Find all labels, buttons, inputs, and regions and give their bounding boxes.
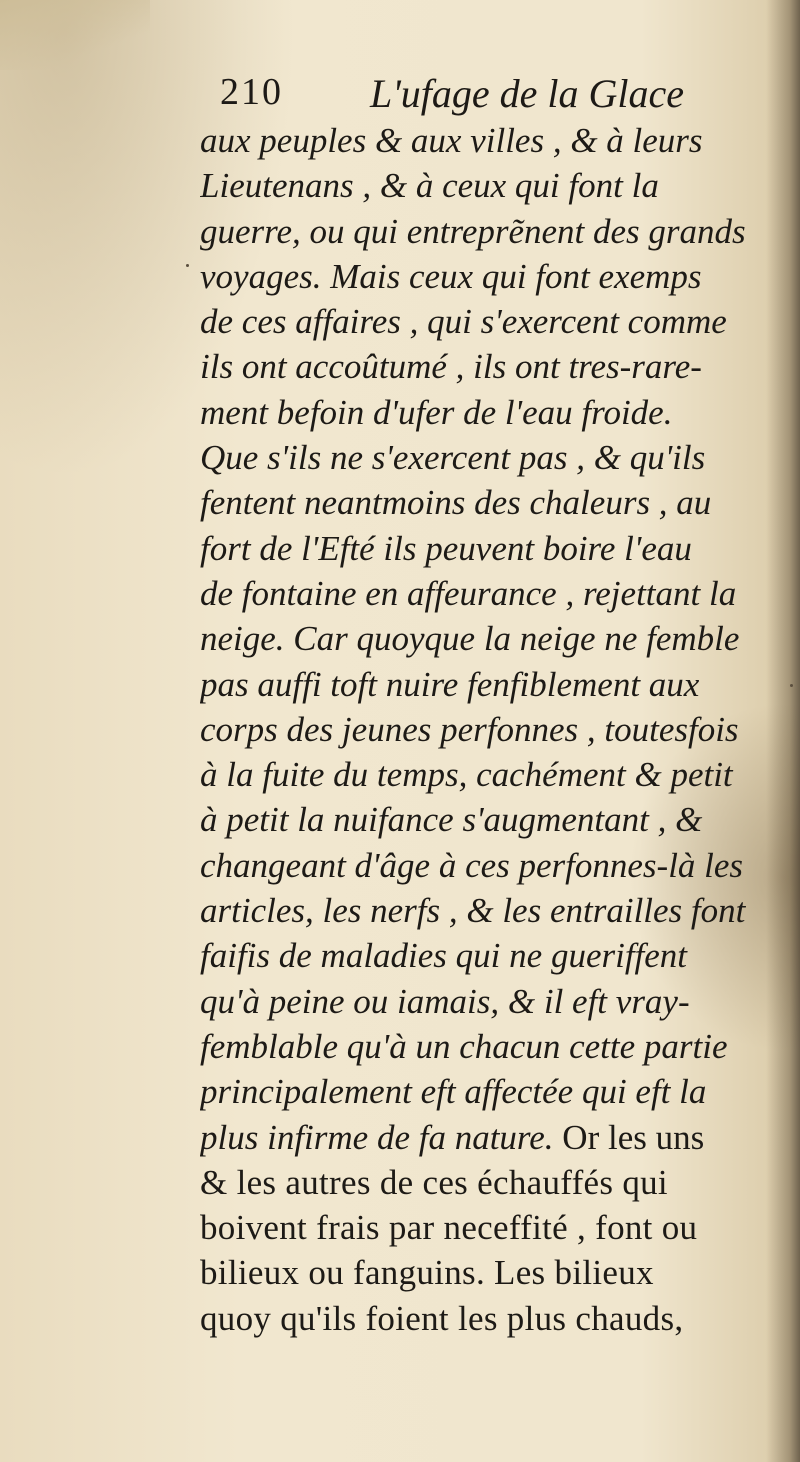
text-line: à la fuite du temps, cachément & petit	[200, 755, 733, 795]
text-line: de fontaine en affeurance , rejettant la	[200, 573, 737, 613]
worn-corner	[0, 0, 150, 70]
text-line: à petit la nuifance s'augmentant , &	[200, 800, 703, 840]
text-line-mixed	[200, 1115, 780, 1160]
roman-segment: Or les uns	[562, 1117, 705, 1157]
text-line: fort de l'Efté ils peuvent boire l'eau	[200, 528, 692, 568]
text-line: articles, les nerfs , & les entrailles font	[200, 891, 746, 931]
text-line: corps des jeunes perfonnes , toutesfois	[200, 709, 739, 749]
page-number: 210	[220, 71, 283, 113]
text-line: principalement eft affectée qui eft la	[200, 1072, 707, 1112]
ink-speck	[790, 684, 793, 687]
ink-speck	[186, 264, 189, 267]
text-line: de ces affaires , qui s'exercent comme	[200, 302, 727, 342]
text-line: bilieux ou fanguins. Les bilieux	[200, 1253, 654, 1293]
text-line: ment befoin d'ufer de l'eau froide.	[200, 392, 673, 432]
running-title: L'ufage de la Glace	[370, 71, 685, 116]
text-line: quoy qu'ils foient les plus chauds,	[200, 1298, 684, 1338]
text-line: Lieutenans , & à ceux qui font la	[200, 166, 659, 206]
text-line: guerre, ou qui entreprẽnent des grands	[200, 211, 746, 251]
text-line: voyages. Mais ceux qui font exemps	[200, 256, 702, 296]
page-header	[220, 70, 740, 114]
italic-segment: plus infirme de fa nature.	[200, 1117, 563, 1157]
text-line: neige. Car quoyque la neige ne femble	[200, 619, 740, 659]
text-line: ils ont accoûtumé , ils ont tres-rare-	[200, 347, 702, 387]
text-line: aux peuples & aux villes , & à leurs	[200, 121, 703, 160]
text-line: fentent neantmoins des chaleurs , au	[200, 483, 712, 523]
text-line: & les autres de ces échauffés qui	[200, 1162, 668, 1202]
text-line: changeant d'âge à ces perfonnes-là les	[200, 845, 744, 885]
text-line: pas auffi toft nuire fenfiblement aux	[200, 664, 700, 704]
text-line: boivent frais par neceffité , font ou	[200, 1208, 698, 1248]
text-line: femblable qu'à un chacun cette partie	[200, 1026, 728, 1066]
text-line: qu'à peine ou iamais, & il eft vray-	[200, 981, 690, 1021]
text-line: Que s'ils ne s'exercent pas , & qu'ils	[200, 438, 706, 478]
body-text	[200, 118, 780, 1341]
text-line: faifis de maladies qui ne gueriffent	[200, 936, 688, 976]
